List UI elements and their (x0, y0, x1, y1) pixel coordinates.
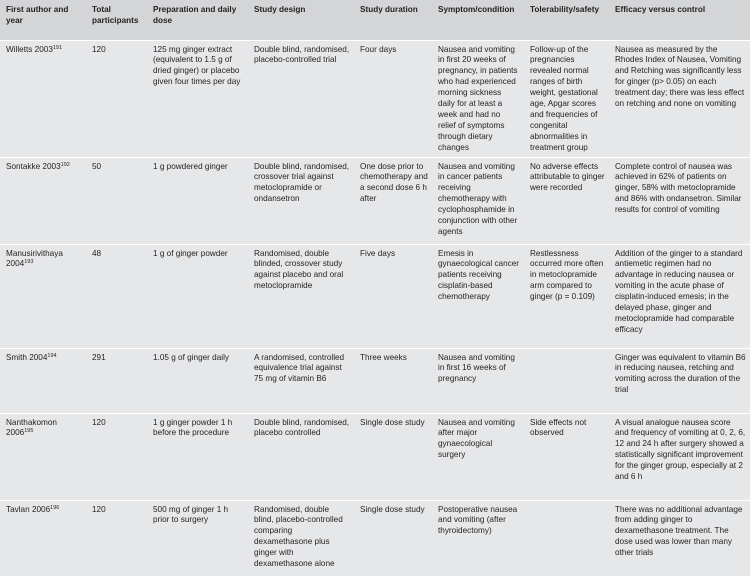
cell-efficacy: Ginger was equivalent to vitamin B6 in reducing nausea, retching and vomiting across the duration of the trial (609, 348, 750, 413)
cell-participants: 291 (86, 348, 147, 413)
cell-participants: 50 (86, 157, 147, 244)
table-row (0, 500, 750, 576)
author-name: Sontakke 2003 (6, 161, 61, 171)
cell-design: Double blind, randomised, crossover trial against metoclopramide or ondansetron (248, 157, 354, 244)
cell-efficacy: There was no additional advantage from adding ginger to dexamethasone treatment. The dose used was lower than many other trials (609, 500, 750, 576)
cell-condition: Nausea and vomiting in cancer patients receiving chemotherapy with cyclophosphamide in conjunction with other agents (432, 157, 524, 244)
cell-safety: Side effects not observed (524, 413, 609, 500)
cell-safety: Restlessness occurred more often in metoclopramide arm compared to ginger (p = 0.109) (524, 244, 609, 348)
reference-number: 196 (50, 504, 60, 511)
cell-author (0, 40, 86, 157)
cell-safety (524, 348, 609, 413)
cell-author (0, 500, 86, 576)
table-row (0, 413, 750, 500)
cell-author (0, 244, 86, 348)
cell-duration: Four days (354, 40, 432, 157)
cell-participants: 120 (86, 413, 147, 500)
cell-dose: 1 g powdered ginger (147, 157, 248, 244)
cell-safety: No adverse effects attributable to ginger were recorded (524, 157, 609, 244)
table-row (0, 348, 750, 413)
cell-author (0, 157, 86, 244)
cell-design: A randomised, controlled equivalence trial against 75 mg of vitamin B6 (248, 348, 354, 413)
cell-duration: Five days (354, 244, 432, 348)
cell-author (0, 348, 86, 413)
cell-dose: 1.05 g of ginger daily (147, 348, 248, 413)
header-dose: Preparation and daily dose (147, 0, 248, 40)
cell-duration: Single dose study (354, 413, 432, 500)
cell-condition: Postoperative nausea and vomiting (after thyroidectomy) (432, 500, 524, 576)
reference-number: 194 (47, 352, 57, 359)
cell-efficacy: Complete control of nausea was achieved in 62% of patients on ginger, 58% with metoclopramide and 86% with ondansetron. Similar results for control of vomiting (609, 157, 750, 244)
cell-participants: 48 (86, 244, 147, 348)
cell-design: Randomised, double blinded, crossover study against placebo and oral metoclopramide (248, 244, 354, 348)
author-name: Willetts 2003 (6, 44, 53, 54)
header-condition: Symptom/condition (432, 0, 524, 40)
cell-duration: Single dose study (354, 500, 432, 576)
cell-participants: 120 (86, 40, 147, 157)
cell-duration: Three weeks (354, 348, 432, 413)
cell-efficacy: A visual analogue nausea score and frequency of vomiting at 0, 2, 6, 12 and 24 h after surgery showed a statistically significant improvement for the ginger group, especially at 2 and 6 h (609, 413, 750, 500)
reference-number: 191 (52, 44, 63, 51)
author-name: Nanthakomon 2006 (6, 417, 57, 438)
cell-dose: 1 g ginger powder 1 h before the procedure (147, 413, 248, 500)
cell-safety (524, 500, 609, 576)
table-row (0, 244, 750, 348)
cell-efficacy: Addition of the ginger to a standard antiemetic regimen had no advantage in reducing nausea or vomiting in the acute phase of cisplatin-induced emesis; in the delayed phase, ginger and metoclopramide had comparable efficacy (609, 244, 750, 348)
cell-condition: Nausea and vomiting in first 20 weeks of pregnancy, in patients who had experienced morning sickness daily for at least a week and had no relief of symptoms through dietary changes (432, 40, 524, 157)
cell-condition: Nausea and vomiting after major gynaecological surgery (432, 413, 524, 500)
cell-participants: 120 (86, 500, 147, 576)
table-row (0, 157, 750, 244)
header-efficacy: Efficacy versus control (609, 0, 750, 40)
header-participants: Total participants (86, 0, 147, 40)
table-header-row (0, 0, 750, 40)
header-author: First author and year (0, 0, 86, 40)
header-safety: Tolerability/safety (524, 0, 609, 40)
author-name: Manusirivithaya 2004 (6, 248, 63, 269)
cell-dose: 1 g of ginger powder (147, 244, 248, 348)
cell-design: Double blind, randomised, placebo-controlled trial (248, 40, 354, 157)
header-duration: Study duration (354, 0, 432, 40)
cell-author (0, 413, 86, 500)
table-row (0, 40, 750, 157)
cell-safety: Follow-up of the pregnancies revealed normal ranges of birth weight, gestational age, Apgar scores and frequencies of congenital abnormalities in treatment group (524, 40, 609, 157)
cell-condition: Emesis in gynaecological cancer patients receiving cisplatin-based chemotherapy (432, 244, 524, 348)
cell-design: Randomised, double blind, placebo-controlled comparing dexamethasone plus ginger with dexamethasone alone (248, 500, 354, 576)
cell-efficacy: Nausea as measured by the Rhodes Index of Nausea, Vomiting and Retching was significantly less for ginger (p> 0.05) on each treatment day; there was less effect on retching and none on vomiting (609, 40, 750, 157)
reference-number: 193 (24, 259, 34, 266)
reference-number: 192 (60, 161, 70, 168)
cell-duration: One dose prior to chemotherapy and a second dose 6 h after (354, 157, 432, 244)
author-name: Tavlan 2006 (6, 504, 51, 514)
cell-dose: 500 mg of ginger 1 h prior to surgery (147, 500, 248, 576)
cell-condition: Nausea and vomiting in first 16 weeks of pregnancy (432, 348, 524, 413)
header-design: Study design (248, 0, 354, 40)
author-name: Smith 2004 (6, 352, 48, 362)
cell-design: Double blind, randomised, placebo controlled (248, 413, 354, 500)
reference-number: 195 (24, 428, 34, 435)
cell-dose: 125 mg ginger extract (equivalent to 1.5 g of dried ginger) or placebo given four times per day (147, 40, 248, 157)
